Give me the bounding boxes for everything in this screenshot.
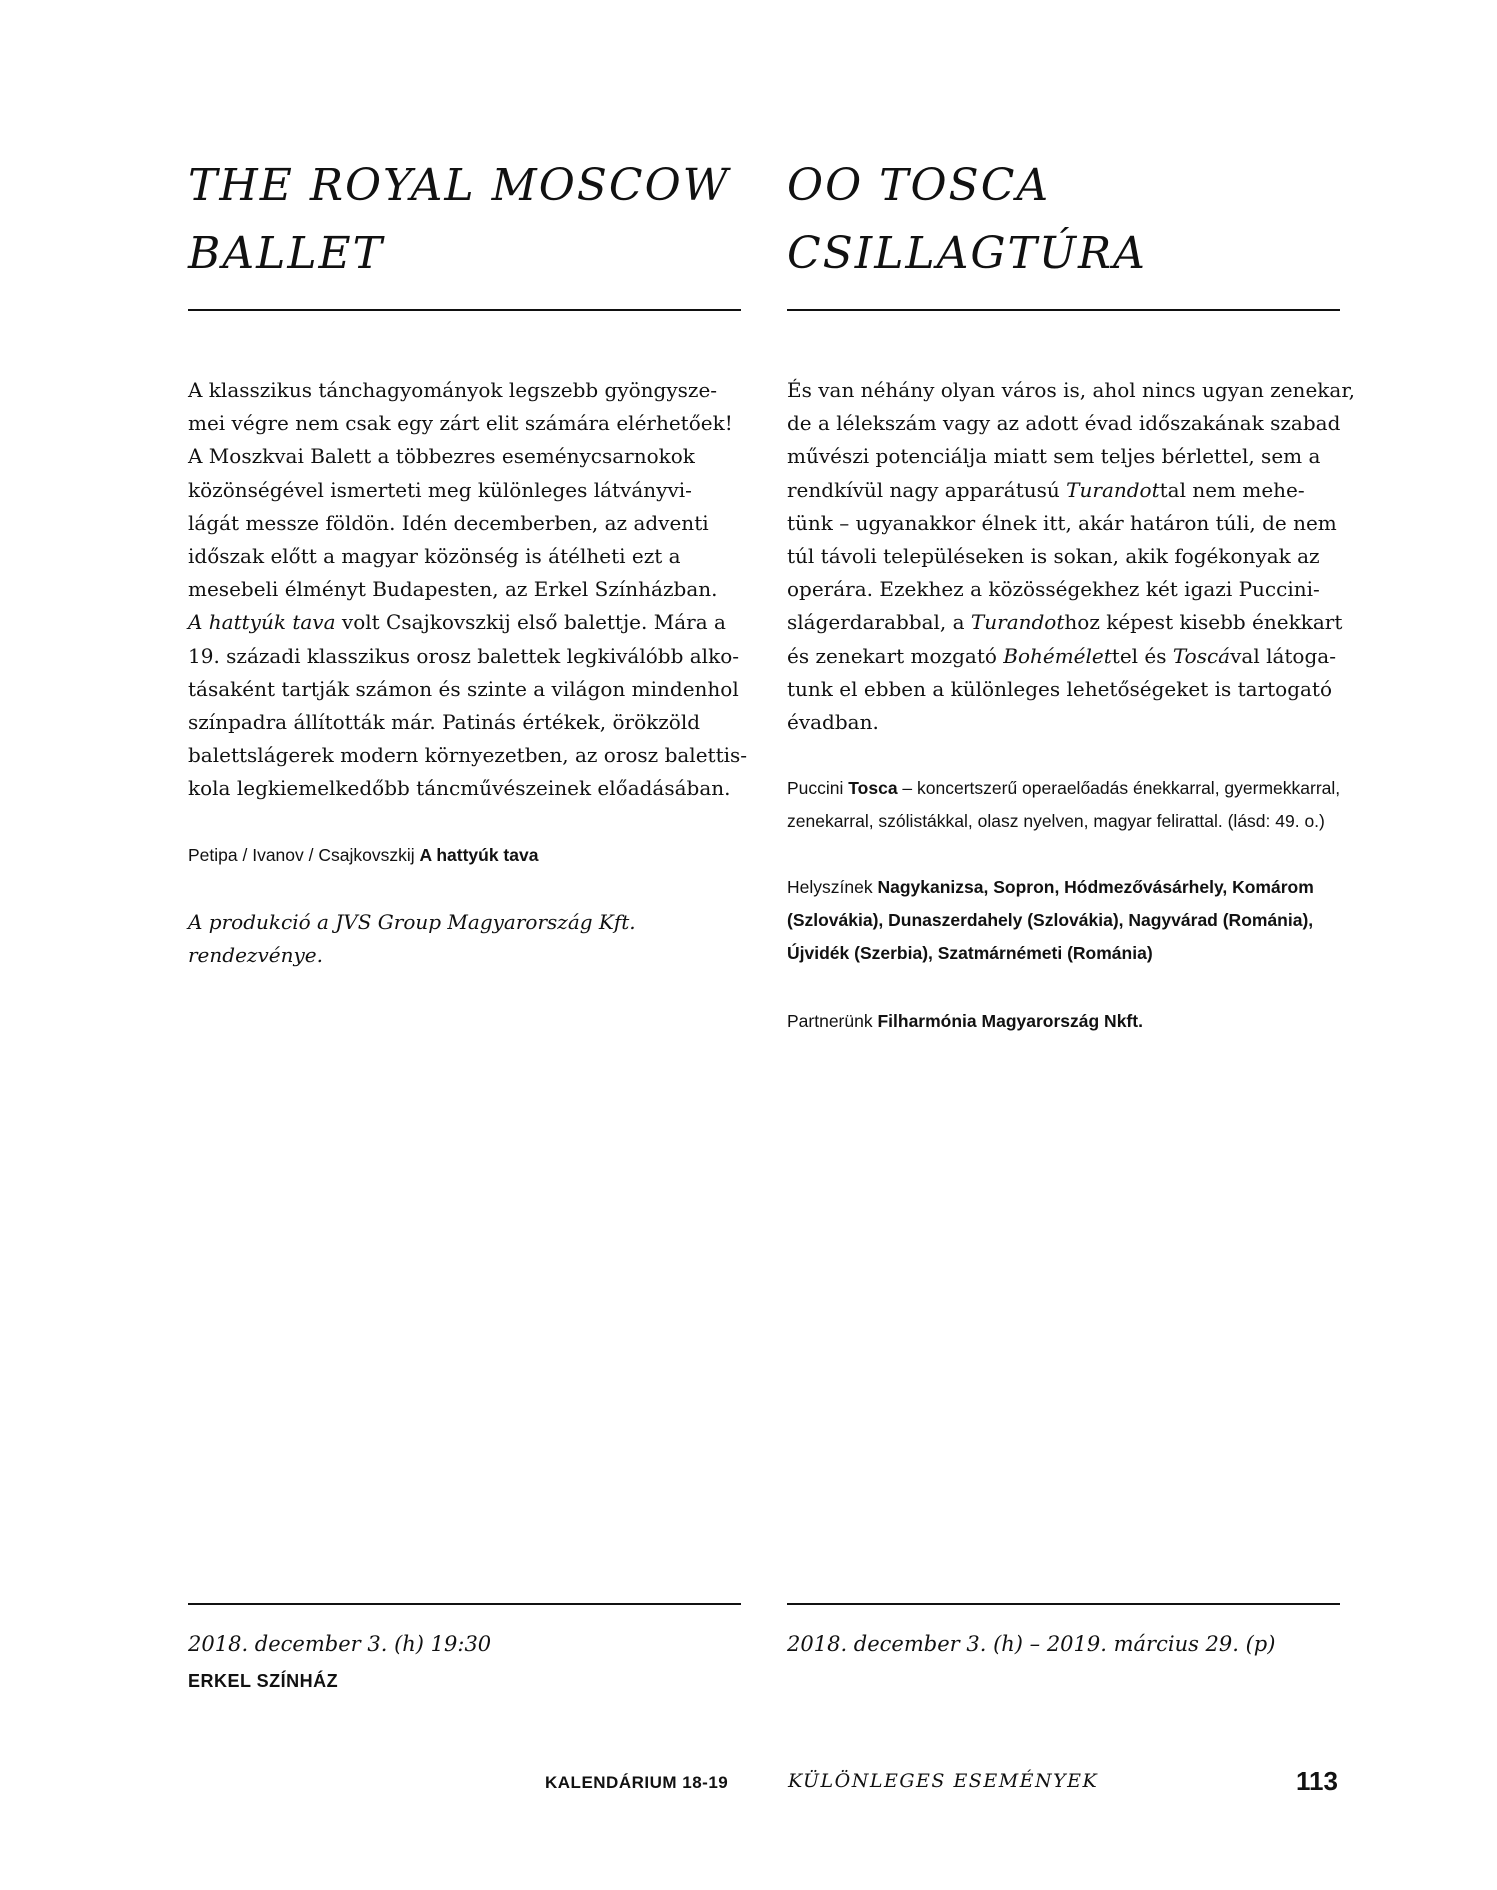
venues-list: Nagykanizsa, Sopron, Hódmezővásárhely, Komárom [877, 877, 1314, 897]
left-production-note [188, 906, 636, 972]
left-body [188, 374, 747, 806]
body-line: közönségével ismerteti meg különleges látványvi- [188, 477, 692, 502]
body-line: És van néhány olyan város is, ahol nincs ugyan zenekar, [787, 378, 1356, 402]
body-line: tunk el ebben a különleges lehetőségeket is tartogató [787, 676, 1333, 701]
right-title [787, 152, 1147, 288]
note-line: rendezvénye. [188, 943, 323, 967]
work-title: Bohémélet [1003, 643, 1112, 668]
body-line: balettslágerek modern környezetben, az orosz balettis- [188, 743, 748, 768]
left-title [188, 152, 730, 288]
body-line: művészi potenciálja miatt sem teljes bérlettel, sem a [787, 444, 1321, 469]
body-line-text: tal nem mehe- [1159, 477, 1305, 502]
venues-label: Helyszínek [787, 877, 878, 897]
right-bottom-divider [787, 1603, 1340, 1605]
body-line [787, 640, 1355, 673]
body-line: mesebeli élményt Budapesten, az Erkel Színházban. [188, 577, 718, 602]
credits-title: A hattyúk tava [419, 845, 539, 865]
right-event-date: 2018. december 3. (h) – 2019. március 29. (p) [787, 1632, 1276, 1656]
right-partner [787, 1005, 1143, 1038]
note-line: A produkció a JVS Group Magyarország Kft. [188, 910, 636, 934]
body-line: kola legkiemelkedőbb táncművészeinek előadásában. [188, 776, 731, 801]
page-number: 113 [1296, 1766, 1338, 1796]
body-line-text: slágerdarabbal, a [787, 610, 971, 635]
left-credits [188, 839, 538, 872]
right-title-line: OO TOSCA [787, 160, 1051, 211]
body-line: 19. századi klasszikus orosz balettek legkiválóbb alko- [188, 643, 739, 668]
body-line [787, 606, 1355, 639]
left-bottom-divider [188, 1603, 741, 1605]
left-title-line: BALLET [188, 228, 385, 279]
info-title: Tosca [848, 778, 898, 798]
body-line: de a lélekszám vagy az adott évad időszakának szabad [787, 411, 1341, 436]
body-line [188, 606, 747, 639]
credits-prefix: Petipa / Ivanov / Csajkovszkij [188, 845, 420, 865]
partner-label: Partnerünk [787, 1011, 878, 1031]
body-line: lágát messze földön. Idén decemberben, az adventi [188, 510, 709, 535]
body-line: időszak előtt a magyar közönség is átélheti ezt a [188, 544, 681, 569]
body-line: színpadra állították már. Patinás értékek, örökzöld [188, 710, 701, 735]
venues-list: (Szlovákia), Dunaszerdahely (Szlovákia), Nagyvárad (Románia), [787, 910, 1314, 930]
body-line-text: és zenekart mozgató [787, 643, 1004, 668]
body-line-text: val látoga- [1230, 643, 1336, 668]
left-event-date: 2018. december 3. (h) 19:30 [188, 1632, 492, 1656]
right-title-line: CSILLAGTÚRA [787, 228, 1147, 279]
right-body [787, 374, 1355, 739]
body-line-text: volt Csajkovszkij első balettje. Mára a [335, 610, 726, 635]
body-line: mei végre nem csak egy zárt elit számára elérhetőek! [188, 411, 733, 436]
body-line: túl távoli településeken is sokan, akik fogékonyak az [787, 544, 1320, 569]
body-line-text: rendkívül nagy apparátusú [787, 477, 1067, 502]
right-performance-info [787, 772, 1340, 838]
partner-name: Filharmónia Magyarország Nkft. [877, 1011, 1143, 1031]
right-venues [787, 871, 1314, 970]
work-title: A hattyúk tava [188, 610, 336, 635]
body-line: operára. Ezekhez a közösségekhez két igazi Puccini- [787, 577, 1320, 602]
body-line: A Moszkvai Balett a többezres eseménycsarnokok [188, 444, 695, 469]
info-text: – koncertszerű operaelőadás énekkarral, gyermekkarral, [897, 778, 1341, 798]
left-top-divider [188, 309, 741, 311]
left-venue: ERKEL SZÍNHÁZ [188, 1671, 339, 1691]
body-line: évadban. [787, 710, 879, 735]
footer-publication: KALENDÁRIUM 18-19 [545, 1773, 729, 1792]
body-line: tásaként tartják számon és szinte a világon mindenhol [188, 676, 739, 701]
work-title: Turandot [970, 610, 1065, 635]
info-text: zenekarral, szólistákkal, olasz nyelven, magyar felirattal. (lásd: 49. o.) [787, 811, 1325, 831]
body-line-text: tel és [1111, 643, 1173, 668]
body-line: A klasszikus tánchagyományok legszebb gyöngysze- [188, 378, 718, 402]
body-line-text: hoz képest kisebb énekkart [1064, 610, 1343, 635]
work-title: Toscá [1172, 643, 1231, 668]
work-title: Turandot [1066, 477, 1160, 502]
info-prefix: Puccini [787, 778, 849, 798]
body-line [787, 474, 1355, 507]
right-top-divider [787, 309, 1340, 311]
venues-list: Újvidék (Szerbia), Szatmárnémeti (Románia) [787, 943, 1153, 963]
footer-section: KÜLÖNLEGES ESEMÉNYEK [788, 1770, 1099, 1792]
left-title-line: THE ROYAL MOSCOW [188, 160, 730, 211]
body-line: tünk – ugyanakkor élnek itt, akár határon túli, de nem [787, 510, 1337, 535]
